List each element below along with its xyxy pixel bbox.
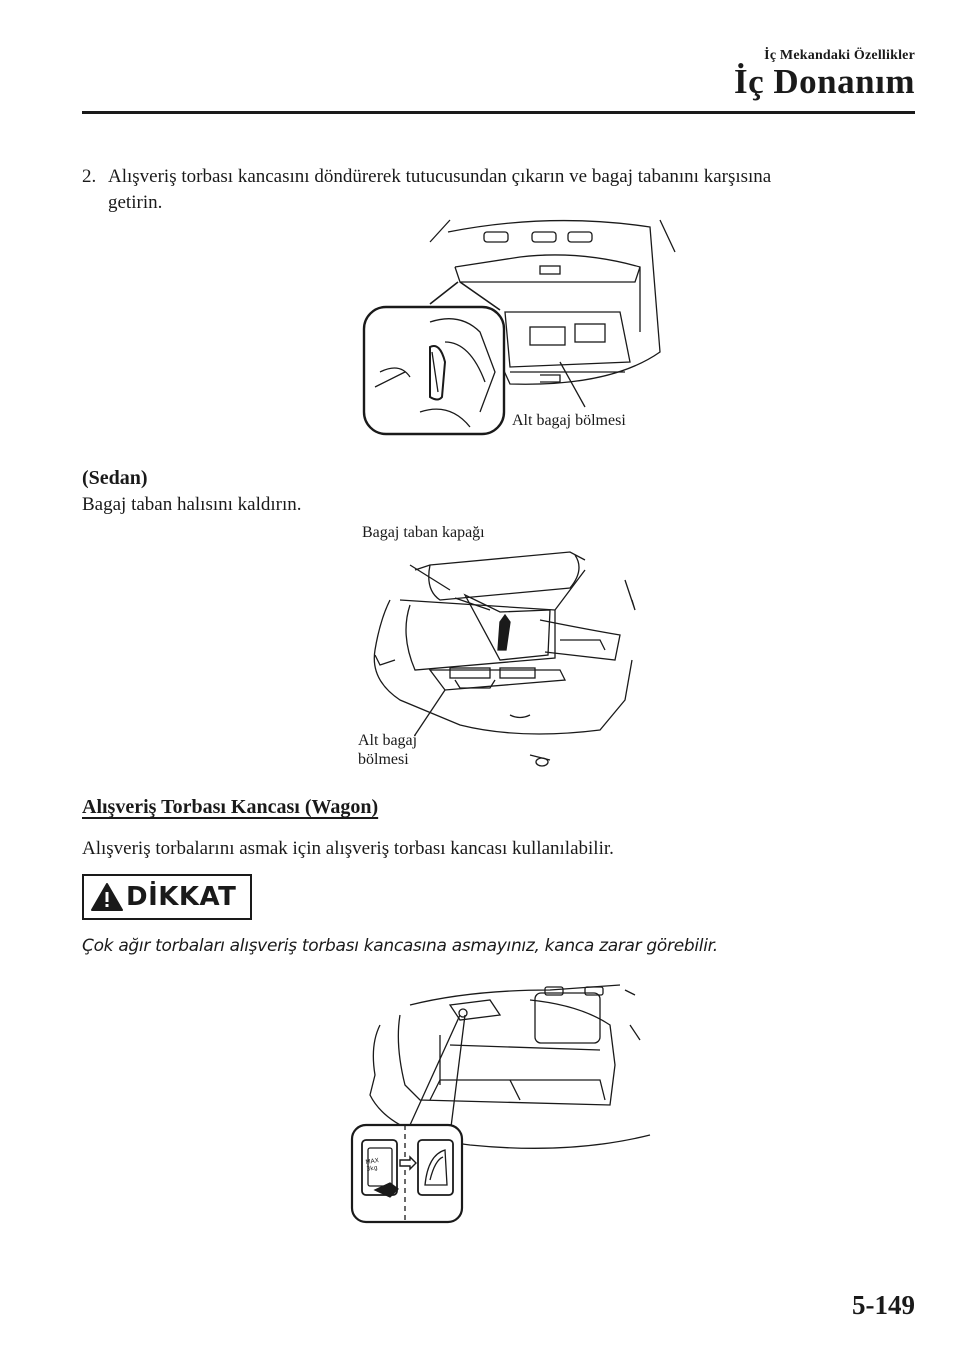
step-text-line1: Alışveriş torbası kancasını döndürerek tutucusundan çıkarın ve bagaj tabanını karşısına [108,166,772,187]
figure2-label-line1: Alt bagaj [358,732,418,749]
header-chapter-title: İç Donanım [734,62,915,101]
step-text-line2: getirin. [108,192,163,213]
page-number: 5-149 [852,1290,915,1320]
figure2-label-cover: Bagaj taban kapağı [362,524,485,541]
warning-text: Çok ağır torbaları alışveriş torbası kancasına asmayınız, kanca zarar görebilir. [82,936,718,956]
max-label-line2: 3kg [366,1164,379,1173]
sedan-instruction: Bagaj taban halısını kaldırın. [82,494,302,515]
step-number: 2. [82,166,97,187]
figure2-label-line2: bölmesi [358,751,409,768]
figure2-label-compartment [358,731,417,769]
hook-section-heading: Alışveriş Torbası Kancası (Wagon) [82,796,379,818]
warning-box [82,874,252,920]
hook-section-text: Alışveriş torbalarını asmak için alışveriş torbası kancası kullanılabilir. [82,838,614,859]
header-divider [82,111,915,114]
warning-triangle-icon [90,882,124,912]
max-label-line1: MAX [365,1157,380,1166]
wagon-trunk-illustration [360,212,680,442]
sedan-heading: (Sedan) [82,467,148,489]
figure1-label: Alt bagaj bölmesi [512,412,626,429]
warning-label: DİKKAT [126,882,237,912]
max-weight-label [365,1157,380,1173]
wagon-hook-illustration [350,985,650,1225]
header-section-title: İç Mekandaki Özellikler [764,48,915,63]
